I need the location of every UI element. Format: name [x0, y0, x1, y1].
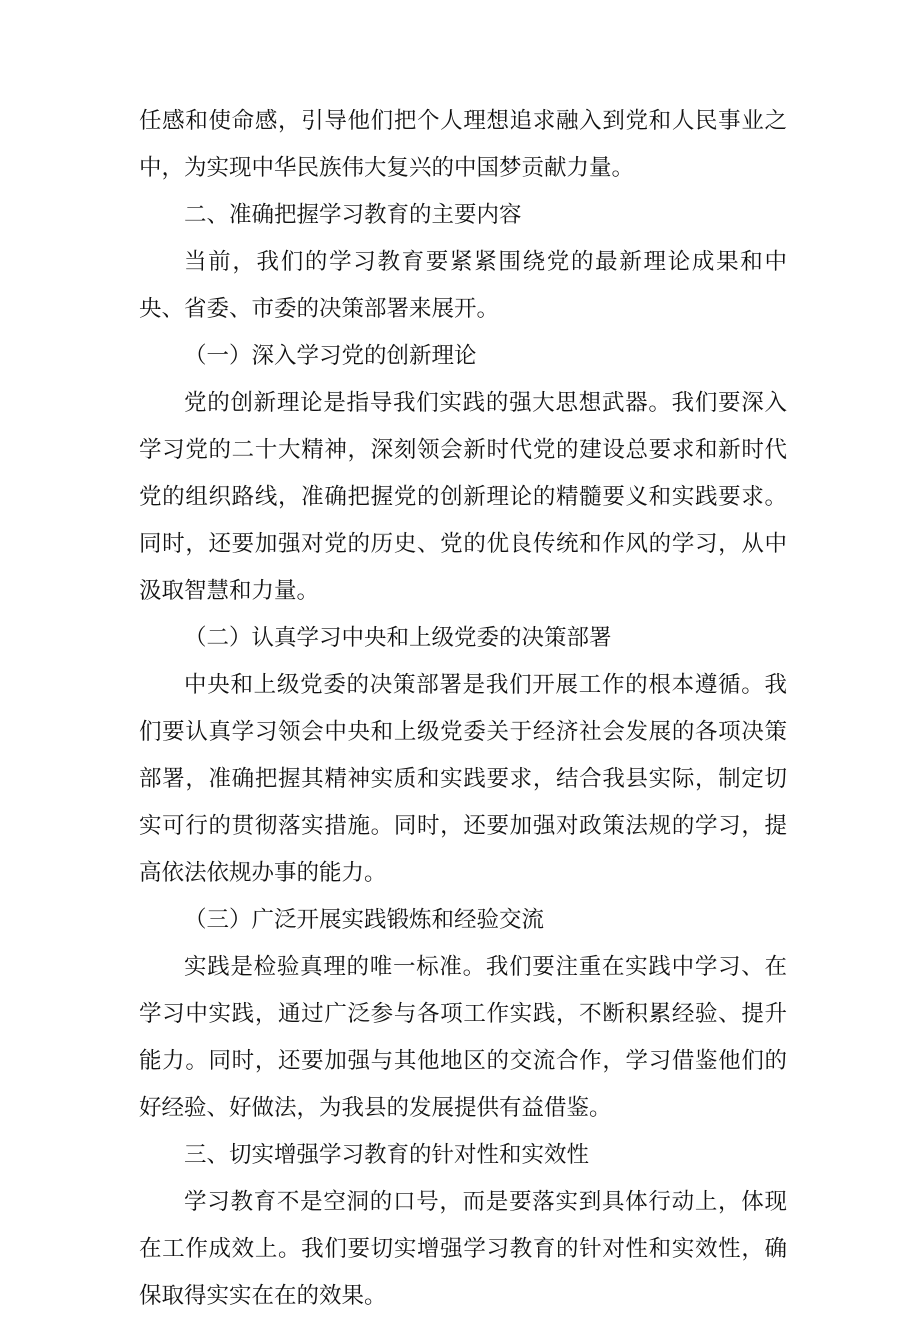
subsection-heading-2-2: （二）认真学习中央和上级党委的决策部署: [184, 625, 612, 651]
paragraph: 实践是检验真理的唯一标准。我们要注重在实践中学习、在学习中实践，通过广泛参与各项工作实践，不断积累经验、提升能力。同时，还要加强与其他地区的交流合作，学习借鉴他们的好经验、好做法，为我县的发展提供有益借鉴。: [139, 954, 787, 1121]
section-heading-3: 三、切实增强学习教育的针对性和实效性: [184, 1142, 590, 1168]
document-page: [139, 98, 787, 1320]
subsection-heading-2-1: （一）深入学习党的创新理论: [184, 343, 477, 369]
paragraph: 当前，我们的学习教育要紧紧围绕党的最新理论成果和中央、省委、市委的决策部署来展开。: [139, 249, 787, 322]
paragraph: 学习教育不是空洞的口号，而是要落实到具体行动上，体现在工作成效上。我们要切实增强学习教育的针对性和实效性，确保取得实实在在的效果。: [139, 1189, 787, 1309]
paragraph-continuation: 任感和使命感，引导他们把个人理想追求融入到党和人民事业之中，为实现中华民族伟大复兴的中国梦贡献力量。: [139, 108, 787, 181]
subsection-heading-2-3: （三）广泛开展实践锻炼和经验交流: [184, 907, 545, 933]
paragraph: 中央和上级党委的决策部署是我们开展工作的根本遵循。我们要认真学习领会中央和上级党委关于经济社会发展的各项决策部署，准确把握其精神实质和实践要求，结合我县实际，制定切实可行的贯彻落实措施。同时，还要加强对政策法规的学习，提高依法依规办事的能力。: [139, 672, 787, 886]
section-heading-2: 二、准确把握学习教育的主要内容: [184, 202, 522, 228]
paragraph: 党的创新理论是指导我们实践的强大思想武器。我们要深入学习党的二十大精神，深刻领会新时代党的建设总要求和新时代党的组织路线，准确把握党的创新理论的精髓要义和实践要求。同时，还要加强对党的历史、党的优良传统和作风的学习，从中汲取智慧和力量。: [139, 390, 787, 604]
